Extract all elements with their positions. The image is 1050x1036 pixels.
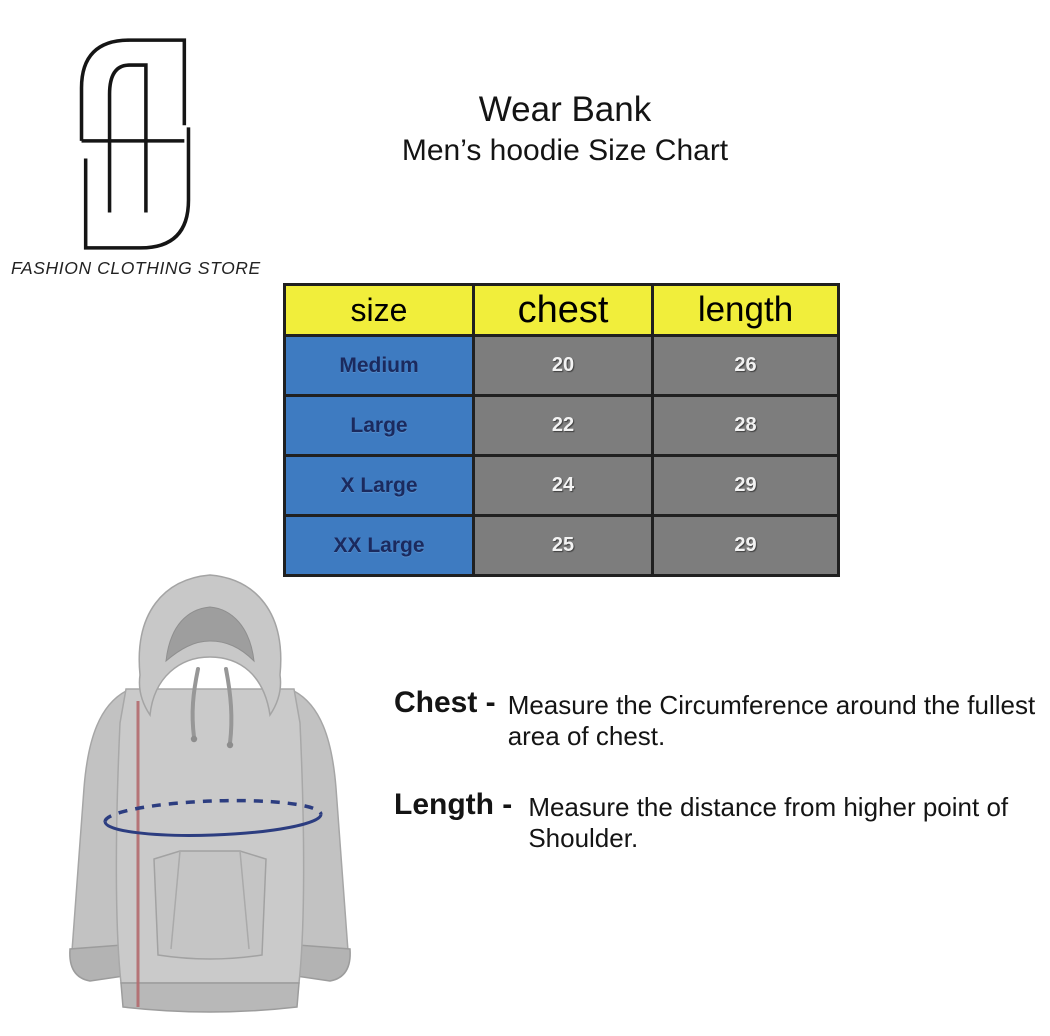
page-subtitle: Men’s hoodie Size Chart (401, 134, 729, 167)
store-name-label: FASHION CLOTHING STORE (11, 258, 261, 278)
hoodie-right-cuff (296, 945, 350, 981)
table-row-xlarge-chest: 24 (475, 457, 651, 514)
table-row-xxlarge-chest: 25 (475, 517, 651, 574)
table-row-medium-size: Medium (286, 337, 472, 394)
length-instruction-line2: Shoulder. (528, 823, 639, 853)
chest-instruction-label: Chest - (394, 686, 496, 719)
table-row-medium-chest: 20 (475, 337, 651, 394)
table-row-xxlarge-length: 29 (654, 517, 837, 574)
monogram-icon (76, 36, 194, 252)
table-row-xxlarge-size: XX Large (286, 517, 472, 574)
page-title: Wear Bank (478, 90, 652, 129)
length-instruction-label: Length - (394, 788, 513, 821)
hoodie-pocket (154, 851, 266, 959)
column-header-size: size (286, 286, 472, 334)
chest-instruction-line2: area of chest. (507, 721, 666, 751)
size-chart-table (283, 283, 840, 577)
hoodie-measurement-illustration (30, 562, 390, 1036)
chest-instruction (394, 686, 1035, 752)
hoodie-hem (121, 983, 299, 1012)
table-row-large-chest: 22 (475, 397, 651, 454)
length-instruction-line1: Measure the distance from higher point of (528, 792, 1009, 822)
column-header-chest: chest (475, 286, 651, 334)
table-row-xlarge-length: 29 (654, 457, 837, 514)
length-instruction (394, 788, 1008, 854)
table-row-large-length: 28 (654, 397, 837, 454)
brand-monogram-logo (76, 36, 194, 252)
hoodie-icon (30, 562, 390, 1036)
chart-title-block (250, 88, 880, 170)
table-row-medium-length: 26 (654, 337, 837, 394)
chest-instruction-line1: Measure the Circumference around the fullest (507, 690, 1036, 720)
table-row-large-size: Large (286, 397, 472, 454)
hoodie-left-cuff (70, 945, 124, 981)
table-row-xlarge-size: X Large (286, 457, 472, 514)
column-header-length: length (654, 286, 837, 334)
